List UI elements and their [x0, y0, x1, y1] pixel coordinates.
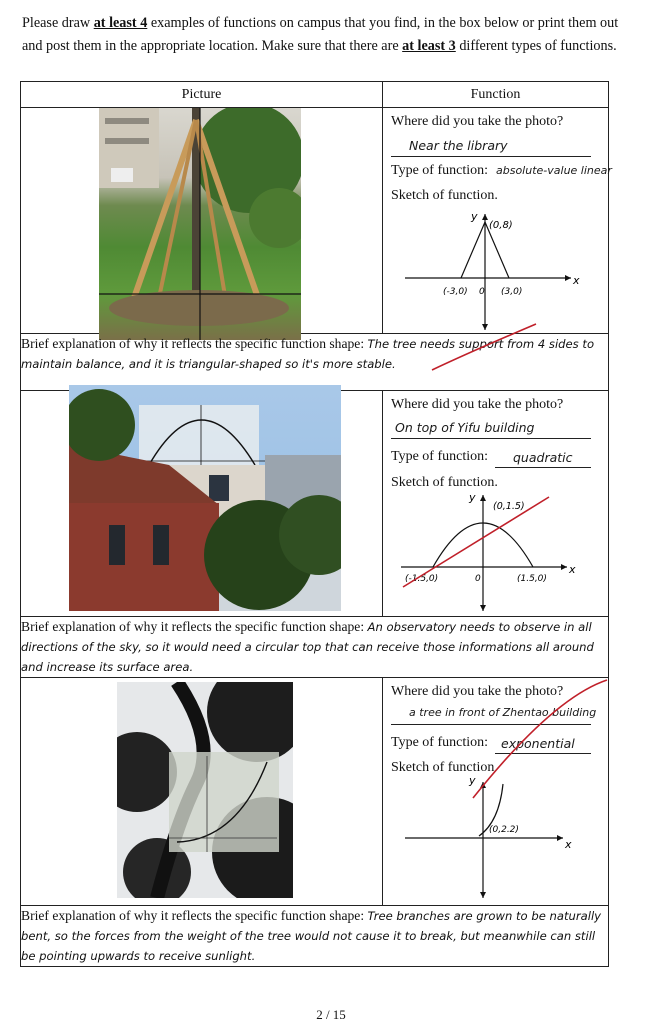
- sketch1-right-root: (3,0): [501, 287, 523, 297]
- sketch2-right-root: (1.5,0): [517, 574, 547, 584]
- explanation-row-3: [21, 906, 609, 967]
- picture-cell-1: [21, 108, 383, 334]
- header-function: Function: [383, 82, 609, 108]
- sketch1-left-root: (-3,0): [443, 287, 468, 297]
- instructions-text-3: different types of functions.: [455, 38, 617, 54]
- where-answer-1: Near the library: [409, 138, 508, 153]
- sketch1-x-axis-label: x: [573, 274, 580, 287]
- sketch2-origin: 0: [475, 574, 481, 584]
- sketch2-left-root: (-1.5,0): [405, 574, 439, 584]
- observatory-drawing: [69, 385, 341, 611]
- instructions-emphasis-1: at least 4: [93, 15, 148, 31]
- type-answer-1: absolute-value linear: [496, 164, 612, 177]
- explanation-answer-3: Tree branches are grown to be naturally bent, so the forces from the weight of the tree would not cause it to break, but meanwhile can still be pointing upwards to receive sunlight.: [21, 909, 602, 963]
- where-answer-2: On top of Yifu building: [395, 420, 535, 435]
- explanation-label-2: Brief explanation of why it reflects the specific function shape:: [21, 619, 365, 634]
- where-underline-1: [391, 156, 591, 157]
- red-pen-stroke-1: [430, 322, 540, 372]
- where-answer-3: a tree in front of Zhentao building: [409, 706, 597, 719]
- sketch1-y-axis-label: y: [471, 210, 478, 223]
- instructions-emphasis-2: at least 3: [402, 38, 456, 54]
- instructions-text-2: examples of functions on campus that you find, in the box below or print them out and post them in the appropriate location. Make sure that there are: [22, 15, 619, 54]
- photo-tree-branch: [117, 682, 293, 898]
- function-cell-1: [383, 108, 612, 334]
- sketch2-vertex-label: (0,1.5): [493, 501, 525, 512]
- explanation-answer-2: An observatory needs to observe in all directions of the sky, so it would need a circular top that can receive those informations all around and increase its surface area.: [21, 620, 594, 674]
- type-answer-2: quadratic: [513, 450, 573, 465]
- explanation-label-1: Brief explanation of why it reflects the specific function shape:: [21, 336, 365, 351]
- photo-observatory: [69, 385, 341, 611]
- instructions: [22, 12, 642, 58]
- sketch-absolute-value: [403, 208, 583, 332]
- explanation-answer-1: The tree needs support from 4 sides to maintain balance, and it is triangular-shaped so it's more stable.: [21, 337, 595, 371]
- photo-tree-support: [99, 108, 301, 340]
- sketch3-intercept-label: (0,2.2): [489, 825, 519, 835]
- type-label-1: Type of function:: [391, 163, 488, 178]
- explanation-row-2: [21, 617, 609, 678]
- sketch1-origin: 0: [479, 287, 485, 297]
- tree-support-drawing: [99, 108, 301, 340]
- sketch-label-1: Sketch of function.: [391, 188, 498, 203]
- function-cell-3: [383, 678, 609, 906]
- type-underline-2: [495, 467, 591, 468]
- sketch-label-3: Sketch of function: [391, 760, 495, 775]
- type-label-3: Type of function:: [391, 735, 488, 750]
- page-number: 2 / 15: [316, 1007, 346, 1022]
- sketch2-x-axis-label: x: [569, 563, 576, 576]
- worksheet-table: [20, 81, 612, 967]
- instructions-text-1: Please draw: [22, 15, 94, 31]
- sketch-label-2: Sketch of function.: [391, 475, 498, 490]
- type-answer-3: exponential: [501, 736, 575, 751]
- sketch2-y-axis-label: y: [469, 491, 476, 504]
- header-picture: Picture: [21, 82, 383, 108]
- picture-cell-3: [21, 678, 383, 906]
- sketch1-vertex-label: (0,8): [489, 220, 513, 231]
- where-underline-2: [391, 438, 591, 439]
- where-label-2: Where did you take the photo?: [391, 397, 564, 412]
- picture-cell-2: [21, 391, 383, 617]
- sketch3-y-axis-label: y: [469, 774, 476, 787]
- red-pen-stroke-3: [453, 678, 609, 808]
- sketch-quadratic: [399, 489, 589, 613]
- where-label-1: Where did you take the photo?: [391, 114, 564, 129]
- explanation-label-3: Brief explanation of why it reflects the specific function shape:: [21, 908, 365, 923]
- function-cell-2: [383, 391, 609, 617]
- sketch3-x-axis-label: x: [565, 838, 572, 851]
- tree-branch-drawing: [117, 682, 293, 898]
- where-label-3: Where did you take the photo?: [391, 684, 564, 699]
- type-label-2: Type of function:: [391, 449, 488, 464]
